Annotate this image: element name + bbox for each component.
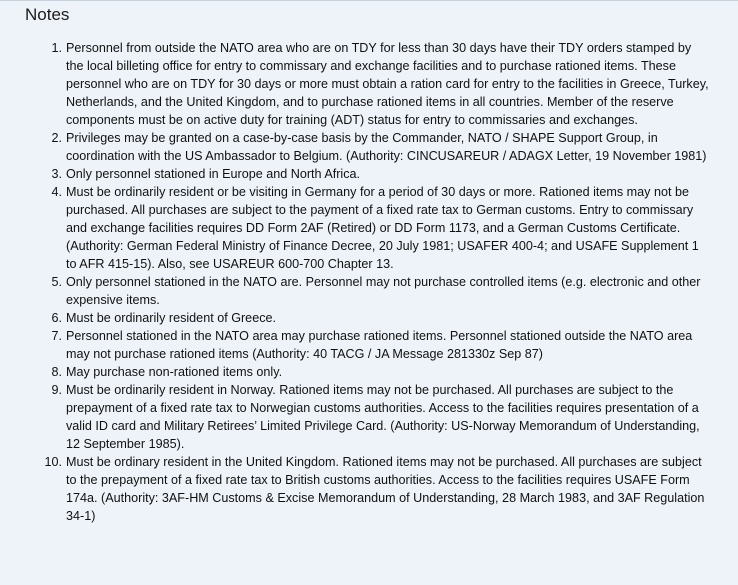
note-item-7 — [51, 327, 712, 363]
note-item-6 — [51, 309, 712, 327]
note-text: Personnel from outside the NATO area who are on TDY for less than 30 days have their TDY orders stamped by the local billeting office for entry to commissary and exchange facilities and to purchase rationed items. These personnel who are on TDY for 30 days or more must obtain a ration card for entry to the facilities in Greece, Turkey, Netherlands, and the United Kingdom, and to purchase rationed items in all countries. Member of the reserve components must be on active duty for training (ADT) status for entry to commissaries and exchanges. — [66, 41, 709, 127]
note-number: 5. — [51, 275, 62, 289]
top-divider — [0, 0, 738, 1]
note-number: 1. — [51, 41, 62, 55]
note-number: 7. — [51, 329, 62, 343]
note-text: Must be ordinarily resident or be visiting in Germany for a period of 30 days or more. Rationed items may not be purchased. All purchases are subject to the payment of a fixed rate tax to German customs. Entry to commissary and exchange facilities requires DD Form 2AF (Retired) or DD Form 1173, and a German Customs Certificate. (Authority: German Federal Ministry of Finance Decree, 20 July 1981; USAFER 400-4; and USAFE Supplement 1 to AFR 415-15). Also, see USAREUR 600-700 Chapter 13. — [66, 185, 699, 271]
note-number: 2. — [51, 131, 62, 145]
note-number: 8. — [51, 365, 62, 379]
note-text: Must be ordinarily resident in Norway. Rationed items may not be purchased. All purchases are subject to the prepayment of a fixed rate tax to Norwegian customs authorities. Access to the facilities requires presentation of a valid ID card and Military Retirees’ Limited Privilege Card. (Authority: US-Norway Memorandum of Understanding, 12 September 1985). — [66, 383, 700, 451]
note-item-8 — [51, 363, 712, 381]
note-item-4 — [51, 183, 712, 273]
note-item-10 — [44, 453, 712, 525]
note-number: 6. — [51, 311, 62, 325]
note-number: 4. — [51, 185, 62, 199]
note-text: Personnel stationed in the NATO area may purchase rationed items. Personnel stationed outside the NATO area may not purchase rationed items (Authority: 40 TACG / JA Message 281330z Sep 87) — [66, 329, 693, 361]
note-text: Only personnel stationed in Europe and North Africa. — [66, 167, 361, 181]
note-text: Must be ordinary resident in the United Kingdom. Rationed items may not be purchased. All purchases are subject to the prepayment of a fixed rate tax to British customs authorities. Access to the facilities requires USAFE Form 174a. (Authority: 3AF-HM Customs & Excise Memorandum of Understanding, 28 March 1983, and 3AF Regulation 34-1) — [66, 455, 705, 523]
note-item-5 — [51, 273, 712, 309]
note-item-2 — [51, 129, 712, 165]
note-item-3 — [51, 165, 712, 183]
note-text: May purchase non-rationed items only. — [66, 365, 283, 379]
notes-list — [44, 39, 712, 525]
note-text: Privileges may be granted on a case-by-case basis by the Commander, NATO / SHAPE Support Group, in coordination with the US Ambassador to Belgium. (Authority: CINCUSAREUR / ADAGX Letter, 19 November 1981) — [66, 131, 707, 163]
note-number: 9. — [51, 383, 62, 397]
note-number: 3. — [51, 167, 62, 181]
note-item-1 — [51, 39, 712, 129]
note-text: Must be ordinarily resident of Greece. — [66, 311, 276, 325]
notes-title: Notes — [25, 5, 70, 24]
note-item-9 — [51, 381, 712, 453]
note-text: Only personnel stationed in the NATO are. Personnel may not purchase controlled items (e.g. electronic and other expensive items. — [66, 275, 701, 307]
note-number: 10. — [44, 455, 62, 469]
